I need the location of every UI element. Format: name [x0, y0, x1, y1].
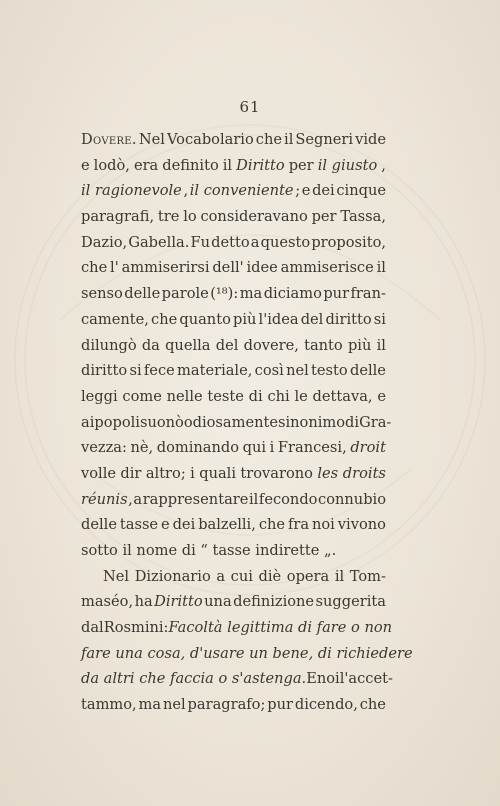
word: Dovere.: [81, 131, 137, 148]
text-line: [81, 564, 386, 590]
word: tre: [157, 208, 180, 226]
word: ma: [138, 696, 162, 714]
word: diritto: [325, 310, 372, 328]
word: così: [254, 362, 284, 380]
word: qui: [242, 439, 267, 457]
word: testo: [311, 362, 348, 380]
word: connubio: [318, 490, 386, 508]
word: réunis: [81, 490, 128, 508]
word: che: [151, 310, 178, 328]
word: il: [122, 542, 132, 559]
word: tasse: [119, 516, 159, 534]
word: dir: [120, 464, 142, 482]
word: E: [306, 670, 317, 688]
word: dovere,: [243, 336, 299, 354]
word: Rosmini:: [103, 619, 169, 637]
word: che: [81, 259, 108, 277]
word: che: [255, 131, 283, 148]
word: leggi: [81, 387, 118, 405]
text-line: [81, 178, 386, 204]
word: per: [311, 208, 337, 226]
word: ai: [81, 413, 95, 431]
word: Facoltà legittima di fare o non: [168, 619, 393, 637]
word: quella: [165, 336, 211, 354]
text-line: [81, 384, 386, 410]
word: il: [222, 156, 233, 174]
word: Gra-: [359, 413, 392, 431]
word: questo: [260, 233, 311, 251]
word: senso: [81, 285, 123, 303]
word: ha: [134, 593, 153, 611]
word: altro;: [145, 464, 186, 482]
word: nelle: [166, 387, 203, 405]
text-line: [81, 641, 413, 667]
word: paragrafo;: [187, 696, 266, 714]
text-line: [81, 333, 386, 359]
word: quanto: [179, 310, 231, 328]
word: ammiserisce: [280, 259, 374, 277]
text-line: [81, 461, 386, 487]
word: di: [181, 542, 196, 559]
word: trovarono: [240, 464, 313, 482]
word: a: [216, 567, 226, 585]
word: diritto: [81, 362, 128, 380]
word: vide: [355, 131, 386, 148]
word: dominando: [156, 439, 240, 457]
word: Dizionario: [134, 567, 211, 585]
word: fece: [143, 362, 175, 380]
word: detto: [211, 233, 250, 251]
word: “ tasse indirette „.: [200, 542, 337, 559]
text-line: [81, 255, 386, 281]
word: sinonimo: [278, 413, 346, 431]
word: popoli: [94, 413, 140, 431]
word: definito: [162, 156, 219, 174]
body-text: [81, 127, 413, 718]
word: Tom-: [349, 567, 386, 585]
text-line: [81, 307, 386, 333]
word: consideravano: [200, 208, 308, 226]
word: lodò,: [93, 156, 130, 174]
word: suggerita: [315, 593, 386, 611]
word: il: [284, 131, 294, 148]
word: Gabella.: [128, 233, 190, 251]
word: dicendo,: [294, 696, 358, 714]
word: da altri che faccia o s'astenga.: [81, 670, 307, 688]
word: suonò: [139, 413, 184, 431]
word: ma: [239, 285, 263, 303]
text-line: [81, 666, 393, 692]
word: ;: [295, 182, 301, 200]
word: lo: [183, 208, 197, 226]
word: e: [81, 156, 90, 174]
word: dilungò: [81, 336, 137, 354]
word: del: [215, 336, 239, 354]
word: che: [258, 516, 286, 534]
text-line: [81, 615, 393, 641]
word: noi: [316, 670, 340, 688]
word: dettava,: [312, 387, 373, 405]
text-line: [81, 153, 386, 179]
word: les droits: [317, 464, 386, 482]
word: e: [301, 182, 311, 200]
word: più: [232, 310, 257, 328]
word: pur: [267, 696, 293, 714]
word: Nel: [103, 567, 130, 585]
word: si: [373, 310, 386, 328]
word: e: [161, 516, 170, 534]
word: il: [334, 567, 345, 585]
word: parole: [161, 285, 209, 303]
word: proposito,: [311, 233, 386, 251]
word: a: [250, 233, 260, 251]
word: i: [269, 439, 275, 457]
word: nel: [162, 696, 186, 714]
word: più: [347, 336, 372, 354]
word: tanto: [304, 336, 343, 354]
word: del: [300, 310, 324, 328]
text-line: [81, 127, 386, 153]
word: il: [376, 259, 386, 277]
word: paragrafi,: [81, 208, 155, 226]
word: maséo,: [81, 593, 134, 611]
word: ,: [183, 182, 189, 200]
text-line: [81, 204, 386, 230]
word: nel: [286, 362, 309, 380]
word: Fu: [190, 233, 211, 251]
word: nè,: [130, 439, 154, 457]
word: Dazio,: [81, 233, 128, 251]
word: dei: [172, 516, 196, 534]
word: Segneri: [295, 131, 354, 148]
word: le: [294, 387, 308, 405]
word: delle: [81, 516, 117, 534]
word: vivono: [337, 516, 386, 534]
word: era: [133, 156, 159, 174]
word: l'idea: [258, 310, 299, 328]
word: materiale,: [177, 362, 253, 380]
word: dell': [212, 259, 244, 277]
word: ,: [128, 490, 133, 508]
text-line: [81, 589, 386, 615]
word: droit: [350, 439, 386, 457]
word: il: [376, 336, 386, 354]
word: vezza:: [81, 439, 127, 457]
word: opera: [286, 567, 330, 585]
text-line: [81, 281, 386, 307]
word: il conveniente: [189, 182, 294, 200]
word: ammiserirsi: [121, 259, 210, 277]
word: come: [122, 387, 162, 405]
page-number: 61: [239, 98, 261, 116]
word: l': [110, 259, 119, 277]
word: una: [204, 593, 232, 611]
word: Tassa,: [340, 208, 386, 226]
word: da: [141, 336, 160, 354]
word: rappresentare: [142, 490, 249, 508]
word: fare una cosa, d'usare un bene, di richiedere: [81, 644, 413, 662]
word: noi: [312, 516, 335, 534]
word: diciamo: [263, 285, 322, 303]
word: odiosamente: [183, 413, 278, 431]
text-line: [81, 692, 386, 718]
word: idee: [246, 259, 278, 277]
word: l'accet-: [339, 670, 393, 688]
word: pur: [323, 285, 350, 303]
word: si: [129, 362, 142, 380]
text-line: [81, 538, 386, 564]
word: quali: [199, 464, 237, 482]
word: chi: [267, 387, 290, 405]
word: il: [248, 490, 259, 508]
text-line: [81, 410, 392, 436]
word: Diritto: [236, 156, 285, 174]
word: i: [190, 464, 195, 482]
word: ,: [381, 156, 386, 174]
word: diè: [258, 567, 282, 585]
word: a: [133, 490, 143, 508]
word: volle: [81, 464, 117, 482]
word: delle: [349, 362, 386, 380]
text-line: [81, 487, 386, 513]
word: Vocabolario: [166, 131, 254, 148]
word: il ragionevole: [81, 182, 182, 200]
word: dal: [81, 619, 104, 637]
word: cui: [230, 567, 253, 585]
word: nome: [136, 542, 178, 559]
word: dei: [312, 182, 335, 200]
word: che: [359, 696, 386, 714]
word: sotto: [81, 542, 118, 559]
word: fra: [287, 516, 310, 534]
word: e: [377, 387, 386, 405]
word: tammo,: [81, 696, 137, 714]
word: cinque: [336, 182, 386, 200]
word: delle: [124, 285, 161, 303]
word: Nel: [138, 131, 165, 148]
text-line: [81, 512, 386, 538]
text-line: [81, 435, 386, 461]
word: fecondo: [258, 490, 318, 508]
word: balzelli,: [198, 516, 256, 534]
word: di: [345, 413, 360, 431]
word: Diritto: [154, 593, 203, 611]
word: Francesi,: [277, 439, 347, 457]
word: teste: [207, 387, 244, 405]
text-line: [81, 358, 386, 384]
word: di: [248, 387, 263, 405]
word: fran-: [350, 285, 386, 303]
word: il giusto: [317, 156, 378, 174]
word: (¹⁸):: [210, 285, 239, 303]
word: camente,: [81, 310, 149, 328]
word: per: [288, 156, 314, 174]
word: definizione: [233, 593, 315, 611]
text-line: [81, 230, 386, 256]
